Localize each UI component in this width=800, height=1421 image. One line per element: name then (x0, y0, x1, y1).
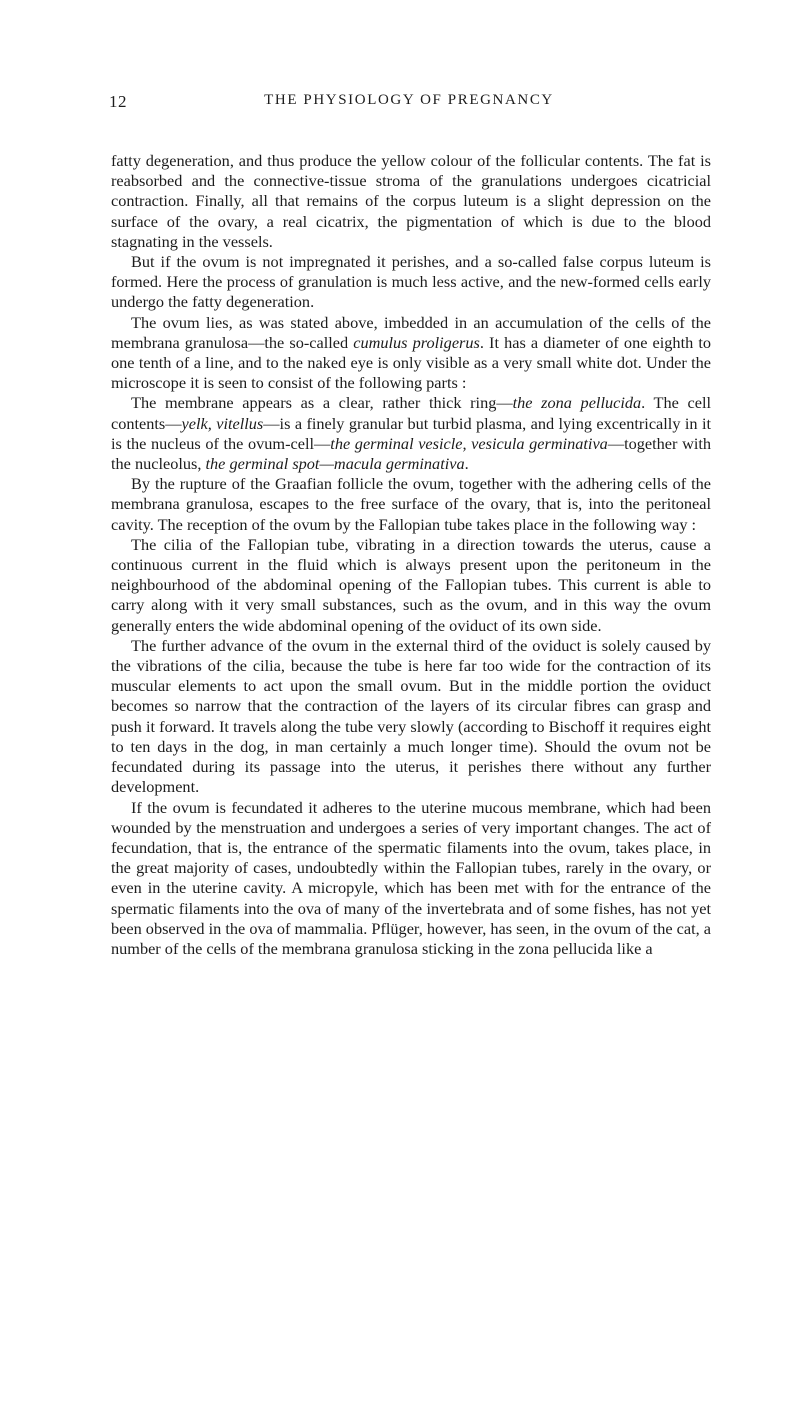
term-germinal-spot: the germinal spot—macula germinativa (205, 454, 465, 474)
term-zona-pellucida: the zona pellucida (512, 393, 642, 413)
paragraph-4-text-a: The membrane appears as a clear, rather thick ring— (131, 393, 513, 413)
paragraph-3-text-a: The ovum lies, as was stated above, imbedded in an accumulation of the cells of the membrana granulosa—the so-called (111, 312, 711, 352)
term-germinal-vesicle: the germinal vesicle, vesicula germinativa (330, 433, 608, 453)
page-header (109, 92, 709, 116)
paragraph-4 (111, 393, 711, 474)
paragraph-3-text-b: . It has a diameter of one eighth to one tenth of a line, and to the naked eye is only visible as a very small white dot. Under the microscope it is seen to consist of the following parts : (111, 332, 711, 393)
body-text (111, 151, 711, 959)
paragraph-4-text-d: —together with the nucleolus, (111, 433, 712, 474)
paragraph-4-text-c: —is a finely granular but turbid plasma, and lying excentrically in it is the nucleus of the ovum-cell— (111, 413, 712, 453)
paragraph-6: The cilia of the Fallopian tube, vibrating in a direction towards the uterus, cause a continuous current in the fluid which is always present upon the peritoneum in the neighbourhood of the abdominal opening of the Fallopian tubes. This current is able to carry along with it very small substances, such as the ovum, and in this way the ovum generally enters the wide abdominal opening of the oviduct of its own side. (111, 534, 711, 635)
running-head: THE PHYSIOLOGY OF PREGNANCY (264, 92, 554, 108)
paragraph-1: fatty degeneration, and thus produce the yellow colour of the follicular contents. The fat is reabsorbed and the connective-tissue stroma of the granulations undergoes cicatricial contraction. Finally, all that remains of the corpus luteum is a slight depression on the surface of the ovary, a real cicatrix, the pigmentation of which is due to the blood stagnating in the vessels. (111, 151, 711, 251)
paragraph-5: By the rupture of the Graafian follicle the ovum, together with the adhering cells of the membrana granulosa, escapes to the free surface of the ovary, that is, into the peritoneal cavity. The reception of the ovum by the Fallopian tube takes place in the following way : (111, 474, 711, 534)
paragraph-8: If the ovum is fecundated it adheres to the uterine mucous membrane, which had been wounded by the menstruation and undergoes a series of very important changes. The act of fecundation, that is, the entrance of the spermatic filaments into the ovum, takes place, in the great majority of cases, undoubtedly within the Fallopian tubes, rarely in the ovary, or even in the uterine cavity. A micropyle, which has been met with for the entrance of the spermatic filaments into the ova of many of the invertebrata and of some fishes, has not yet been observed in the ova of mammalia. Pflüger, however, has seen, in the ovum of the cat, a number of the cells of the membrana granulosa sticking in the zona pellucida like a (111, 797, 712, 958)
paragraph-4-text-e: . (464, 454, 469, 474)
paragraph-4-text-b: . The cell contents— (111, 393, 711, 433)
term-yelk-vitellus: yelk, vitellus (181, 413, 264, 433)
term-cumulus-proligerus: cumulus proligerus (353, 332, 480, 352)
page-number: 12 (109, 92, 127, 111)
paragraph-2: But if the ovum is not impregnated it perishes, and a so-called false corpus luteum is formed. Here the process of granulation is much less active, and the new-formed cells early undergo the fatty degeneration. (111, 252, 711, 312)
paragraph-3 (111, 313, 711, 394)
paragraph-7: The further advance of the ovum in the external third of the oviduct is solely caused by the vibrations of the cilia, because the tube is here far too wide for the contraction of its muscular elements to act upon the small ovum. But in the middle portion the oviduct becomes so narrow that the contraction of the layers of its circular fibres can grasp and push it forward. It travels along the tube very slowly (according to Bischoff it requires eight to ten days in the dog, in man certainly a much longer time). Should the ovum not be fecundated during its passage into the uterus, it perishes there without any further development. (111, 635, 711, 797)
